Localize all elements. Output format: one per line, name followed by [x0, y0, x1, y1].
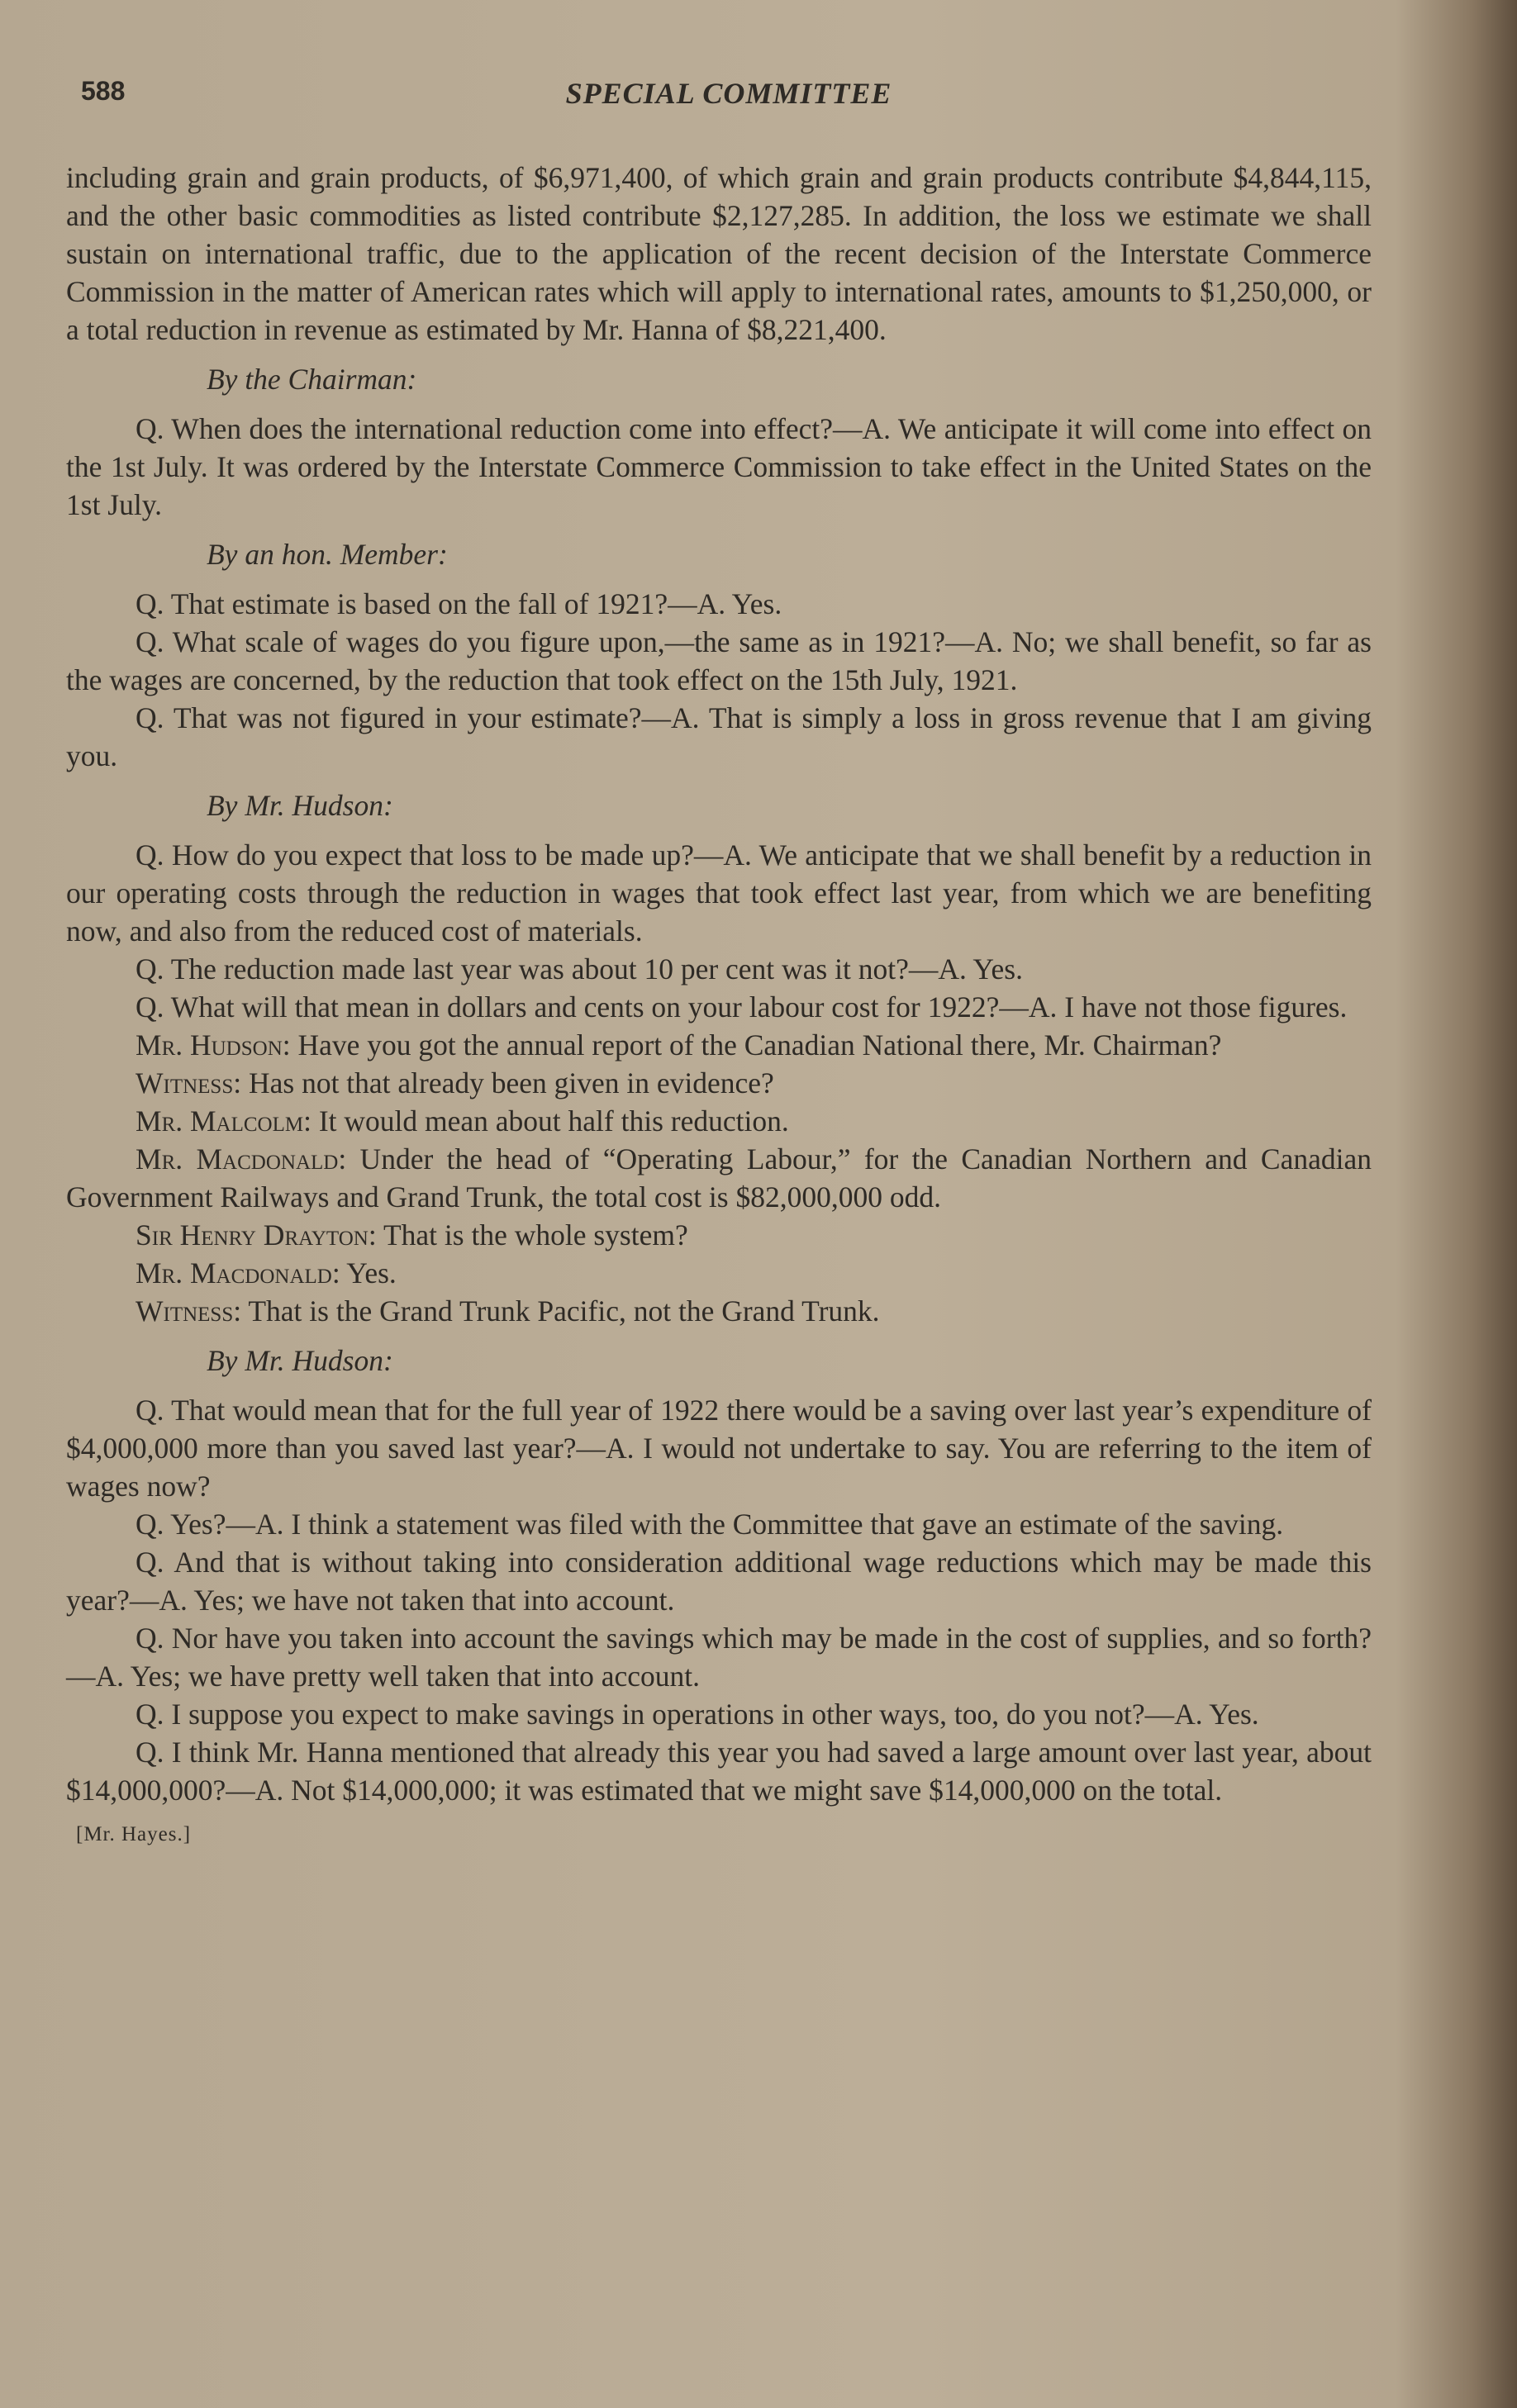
speaker-text: That is the whole system? [376, 1218, 688, 1251]
page-header [81, 76, 1377, 114]
speaker-paragraph [66, 1216, 1372, 1254]
speaker-name: Mr. Macdonald: [136, 1142, 347, 1176]
speaker-name: Witness: [136, 1294, 242, 1327]
speaker-name: Mr. Hudson: [136, 1028, 291, 1062]
running-head: SPECIAL COMMITTEE [565, 77, 892, 110]
speaker-text: Yes. [340, 1256, 397, 1289]
speaker-paragraph [66, 1064, 1372, 1102]
speaker-paragraph [66, 1026, 1372, 1064]
page-number: 588 [81, 76, 126, 106]
footer-note: [Mr. Hayes.] [76, 1823, 192, 1845]
paragraph: Q. How do you expect that loss to be made up?—A. We anticipate that we shall benefit by a reduction in our operating costs through the reduction in wages that took effect last year, from which we are benefiting now, and also from the reduced cost of materials. [66, 838, 1372, 948]
section-heading: By Mr. Hudson: [207, 1344, 393, 1377]
paragraph: Q. The reduction made last year was about 10 per cent was it not?—A. Yes. [136, 952, 1023, 986]
paragraph: Q. Nor have you taken into account the savings which may be made in the cost of supplies, and so forth?—A. Yes; we have pretty well taken that into account. [66, 1622, 1372, 1693]
speaker-paragraph [66, 1254, 1372, 1292]
paragraph: Q. When does the international reduction come into effect?—A. We anticipate it will come into effect on the 1st July. It was ordered by the Interstate Commerce Commission to take effect in the United States on the 1st July. [66, 412, 1372, 521]
paragraph: Q. Yes?—A. I think a statement was filed with the Committee that gave an estimate of the saving. [136, 1508, 1284, 1541]
paragraph: Q. What scale of wages do you figure upon,—the same as in 1921?—A. No; we shall benefit, so far as the wages are concerned, by the reduction that took effect on the 15th July, 1921. [66, 625, 1372, 696]
section-heading: By an hon. Member: [207, 538, 448, 571]
paragraph: including grain and grain products, of $6,971,400, of which grain and grain products contribute $4,844,115, and the other basic commodities as listed contribute $2,127,285. In addition, the loss we estimate we shall sustain on international traffic, due to the application of the recent decision of the Interstate Commerce Commission in the matter of American rates which will apply to international rates, amounts to $1,250,000, or a total reduction in revenue as estimated by Mr. Hanna of $8,221,400. [66, 161, 1372, 346]
speaker-text: It would mean about half this reduction. [311, 1104, 789, 1138]
paragraph: Q. I suppose you expect to make savings in operations in other ways, too, do you not?—A. Yes. [136, 1698, 1259, 1731]
speaker-text: Have you got the annual report of the Canadian National there, Mr. Chairman? [290, 1028, 1222, 1062]
page-body [66, 159, 1372, 1854]
section-heading: By the Chairman: [207, 363, 417, 396]
paragraph: Q. That was not figured in your estimate?—A. That is simply a loss in gross revenue that I am giving you. [66, 701, 1372, 772]
paragraph: Q. I think Mr. Hanna mentioned that already this year you had saved a large amount over last year, about $14,000,000?—A. Not $14,000,000; it was estimated that we might save $14,000,000 on the total. [66, 1736, 1372, 1807]
speaker-name: Mr. Macdonald: [136, 1256, 340, 1289]
paragraph: Q. And that is without taking into consideration additional wage reductions which may be made this year?—A. Yes; we have not taken that into account. [66, 1546, 1372, 1617]
speaker-paragraph [66, 1102, 1372, 1140]
section-heading: By Mr. Hudson: [207, 789, 393, 822]
paragraph: Q. What will that mean in dollars and cents on your labour cost for 1922?—A. I have not those figures. [136, 990, 1348, 1024]
speaker-text: That is the Grand Trunk Pacific, not the Grand Trunk. [241, 1294, 880, 1327]
speaker-paragraph [66, 1140, 1372, 1216]
speaker-paragraph [66, 1292, 1372, 1330]
speaker-text: Under the head of “Operating Labour,” for the Canadian Northern and Canadian Government Railways and Grand Trunk, the total cost is $82,000,000 odd. [66, 1142, 1372, 1213]
speaker-name: Sir Henry Drayton: [136, 1218, 377, 1251]
paragraph: Q. That estimate is based on the fall of 1921?—A. Yes. [136, 587, 782, 620]
speaker-name: Witness: [136, 1066, 242, 1100]
speaker-name: Mr. Malcolm: [136, 1104, 311, 1138]
paragraph: Q. That would mean that for the full year of 1922 there would be a saving over last year’s expenditure of $4,000,000 more than you saved last year?—A. I would not undertake to say. You are referring to the item of wages now? [66, 1394, 1372, 1503]
speaker-text: Has not that already been given in evidence? [241, 1066, 774, 1100]
